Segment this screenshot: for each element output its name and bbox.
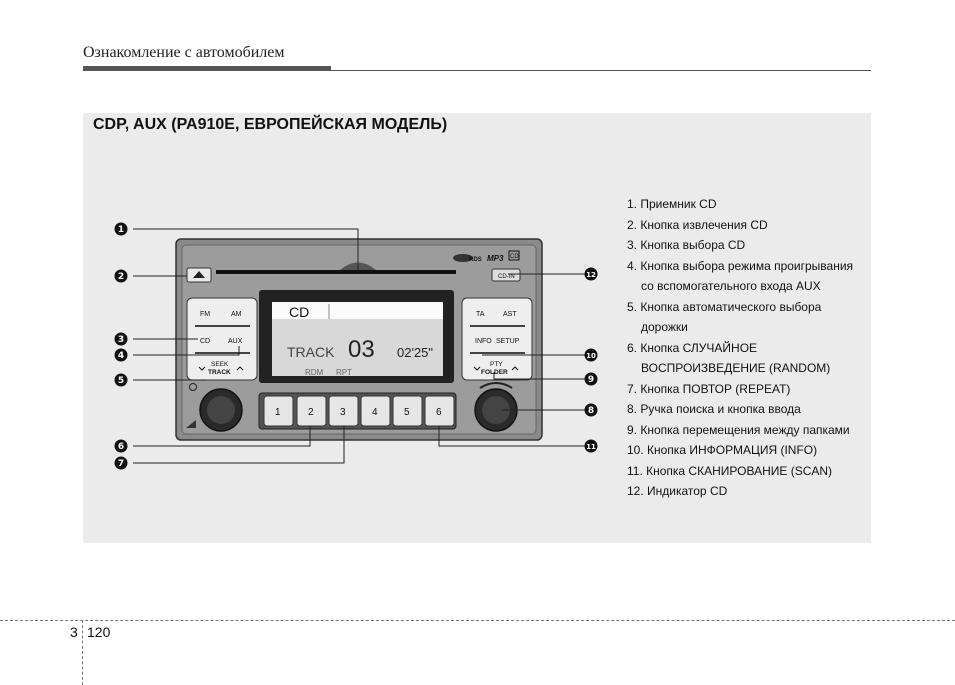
preset-button-label: 5 xyxy=(404,407,410,418)
rds-logo: RDS xyxy=(469,257,482,263)
callout-number: 4 xyxy=(117,351,125,362)
panel-title: CDP, AUX (PA910E, ЕВРОПЕЙСКАЯ МОДЕЛЬ) xyxy=(93,116,448,133)
info-button[interactable] xyxy=(475,338,492,345)
preset-button-label: 2 xyxy=(308,407,314,418)
legend-list xyxy=(627,194,853,502)
callout-10 xyxy=(585,349,598,362)
legend-item: 1. Приемник CD xyxy=(627,197,717,211)
callout-number: 7 xyxy=(117,459,125,470)
preset-button-1[interactable] xyxy=(264,396,293,426)
aux-label: AUX xyxy=(228,338,243,345)
fm-label: FM xyxy=(200,311,211,318)
preset-button-4[interactable] xyxy=(361,396,390,426)
aux-button[interactable] xyxy=(228,338,243,345)
preset-button-label: 4 xyxy=(372,407,378,418)
preset-button-5[interactable] xyxy=(393,396,422,426)
display-rpt: RPT xyxy=(336,368,352,377)
info-label: INFO xyxy=(475,338,492,345)
preset-button-label: 3 xyxy=(340,407,346,418)
chapter-title: Ознакомление с автомобилем xyxy=(83,44,285,61)
callout-number: 12 xyxy=(586,271,596,280)
callout-7 xyxy=(115,457,128,470)
cd-button[interactable] xyxy=(200,338,210,345)
cd-button-label: CD xyxy=(200,338,211,345)
legend-item: 8. Ручка поиска и кнопка ввода xyxy=(627,402,801,416)
page-number: 120 xyxy=(87,624,111,640)
legend-item: 6. Кнопка СЛУЧАЙНОЕ xyxy=(627,340,758,355)
callout-1 xyxy=(115,223,128,236)
legend-item: 4. Кнопка выбора режима проигрывания xyxy=(627,258,854,273)
preset-button-3[interactable] xyxy=(329,396,358,426)
ta-label: TA xyxy=(476,311,485,318)
folder-label: FOLDER xyxy=(481,369,508,376)
fm-button[interactable] xyxy=(200,311,210,318)
am-button[interactable] xyxy=(231,311,242,318)
display-time: 02'25" xyxy=(397,345,434,360)
callout-number: 10 xyxy=(586,352,596,361)
legend-item: 3. Кнопка выбора CD xyxy=(627,238,746,252)
legend-item: 9. Кнопка перемещения между папками xyxy=(627,422,850,437)
callout-4 xyxy=(115,349,128,362)
callout-number: 1 xyxy=(117,225,125,236)
display-track-number: 03 xyxy=(348,336,375,363)
setup-button[interactable] xyxy=(496,338,520,345)
callout-number: 3 xyxy=(117,335,125,346)
callout-number: 6 xyxy=(117,442,125,453)
preset-button-label: 6 xyxy=(436,407,442,418)
legend-item-continuation: дорожки xyxy=(641,320,688,334)
callout-9 xyxy=(585,373,598,386)
legend-item: 5. Кнопка автоматического выбора xyxy=(627,299,822,314)
preset-button-label: 1 xyxy=(275,407,281,418)
footer-rule xyxy=(0,620,955,622)
callout-number: 11 xyxy=(586,443,596,452)
callout-11 xyxy=(585,440,598,453)
callout-number: 8 xyxy=(587,406,595,417)
callout-6 xyxy=(115,440,128,453)
callout-number: 9 xyxy=(587,375,595,386)
track-label: TRACK xyxy=(208,369,231,376)
legend-item: 10. Кнопка ИНФОРМАЦИЯ (INFO) xyxy=(627,443,818,457)
preset-button-6[interactable] xyxy=(425,396,454,426)
legend-item: 11. Кнопка СКАНИРОВАНИЕ (SCAN) xyxy=(627,463,833,478)
callout-12 xyxy=(585,268,598,281)
legend-item-continuation: ВОСПРОИЗВЕДЕНИЕ (RANDOM) xyxy=(641,361,831,375)
display-source: CD xyxy=(289,304,310,320)
pty-label: PTY xyxy=(490,361,503,368)
cd-logo: CD xyxy=(510,254,519,260)
am-label: AM xyxy=(231,311,242,318)
display-rdm: RDM xyxy=(305,368,324,377)
callout-number: 2 xyxy=(117,272,125,283)
footer-divider xyxy=(82,620,84,685)
cd-in-label: CD-IN xyxy=(498,274,515,280)
power-volume-knob-cap xyxy=(207,396,235,424)
preset-button-2[interactable] xyxy=(297,396,326,426)
callout-2 xyxy=(115,270,128,283)
seek-label: SEEK xyxy=(211,361,229,368)
ast-button[interactable] xyxy=(503,311,517,318)
chapter-number: 3 xyxy=(70,624,78,640)
callout-number: 5 xyxy=(117,376,125,387)
setup-label: SETUP xyxy=(496,338,520,345)
legend-item-continuation: со вспомогательного входа AUX xyxy=(641,279,821,293)
callout-3 xyxy=(115,333,128,346)
callout-8 xyxy=(585,404,598,417)
ta-button[interactable] xyxy=(476,311,485,318)
legend-item: 7. Кнопка ПОВТОР (REPEAT) xyxy=(627,381,791,396)
legend-item: 12. Индикатор CD xyxy=(627,484,728,498)
legend-item: 2. Кнопка извлечения CD xyxy=(627,217,768,232)
callout-5 xyxy=(115,374,128,387)
mp3-logo: MP3 xyxy=(487,254,504,263)
ast-label: AST xyxy=(503,311,517,318)
display-track-label: TRACK xyxy=(287,344,335,360)
cd-slot[interactable] xyxy=(216,270,456,274)
